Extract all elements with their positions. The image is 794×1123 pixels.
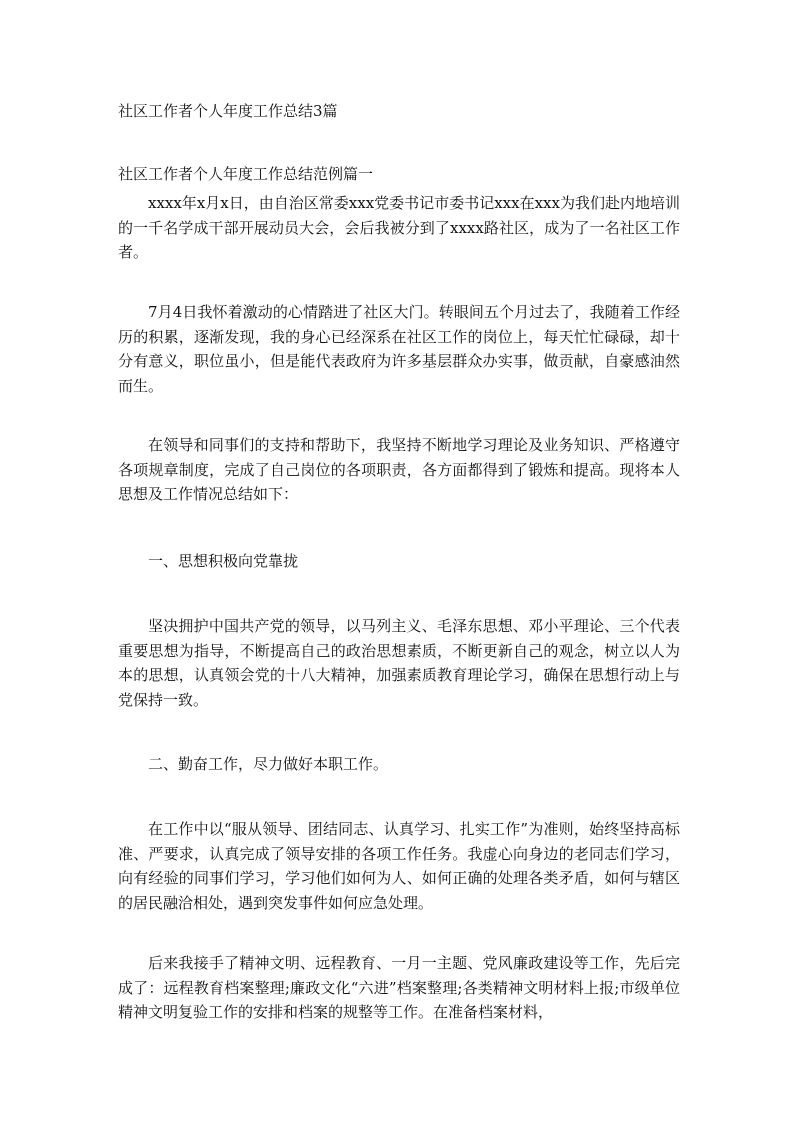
paragraph-arrival: 7月4日我怀着激动的心情踏进了社区大门。转眼间五个月过去了，我随着工作经历的积累，逐渐发现，我的身心已经深系在社区工作的岗位上，每天忙忙碌碌，却十分有意义，职位虽小，但是能代表政府为许多基层群众办实事，做贡献，自豪感油然而生。	[118, 303, 680, 395]
heading-two: 二、勤奋工作，尽力做好本职工作。	[148, 755, 389, 773]
paragraph-intro: xxxx年x月x日，由自治区常委xxx党委书记市委书记xxx在xxx为我们赴内地培训的一千名学成干部开展动员大会，会后我被分到了xxxx路社区，成为了一名社区工作者。	[118, 194, 680, 261]
paragraph-tasks: 后来我接手了精神文明、远程教育、一月一主题、党风廉政建设等工作，先后完成了：远程教育档案整理;廉政文化“六进”档案整理;各类精神文明材料上报;市级单位精神文明复验工作的安排和档案的规整等工作。在准备档案材料，	[118, 954, 680, 1021]
document-title: 社区工作者个人年度工作总结3篇	[118, 102, 338, 120]
paragraph-summary-intro: 在领导和同事们的支持和帮助下，我坚持不断地学习理论及业务知识、严格遵守各项规章制度，完成了自己岗位的各项职责，各方面都得到了锻炼和提高。现将本人思想及工作情况总结如下：	[118, 436, 680, 503]
paragraph-work: 在工作中以“服从领导、团结同志、认真学习、扎实工作”为准则，始终坚持高标准、严要求，认真完成了领导安排的各项工作任务。我虚心向身边的老同志们学习，向有经验的同事们学习，学习他们如何为人、如何正确的处理各类矛盾，如何与辖区的居民融洽相处，遇到突发事件如何应急处理。	[118, 820, 680, 912]
paragraph-ideology: 坚决拥护中国共产党的领导，以马列主义、毛泽东思想、邓小平理论、三个代表重要思想为指导，不断提高自己的政治思想素质，不断更新自己的观念，树立以人为本的思想，认真领会党的十八大精神，加强素质教育理论学习，确保在思想行动上与党保持一致。	[118, 617, 680, 709]
section-title: 社区工作者个人年度工作总结范例篇一	[118, 165, 374, 183]
heading-one: 一、思想积极向党靠拢	[148, 552, 299, 570]
